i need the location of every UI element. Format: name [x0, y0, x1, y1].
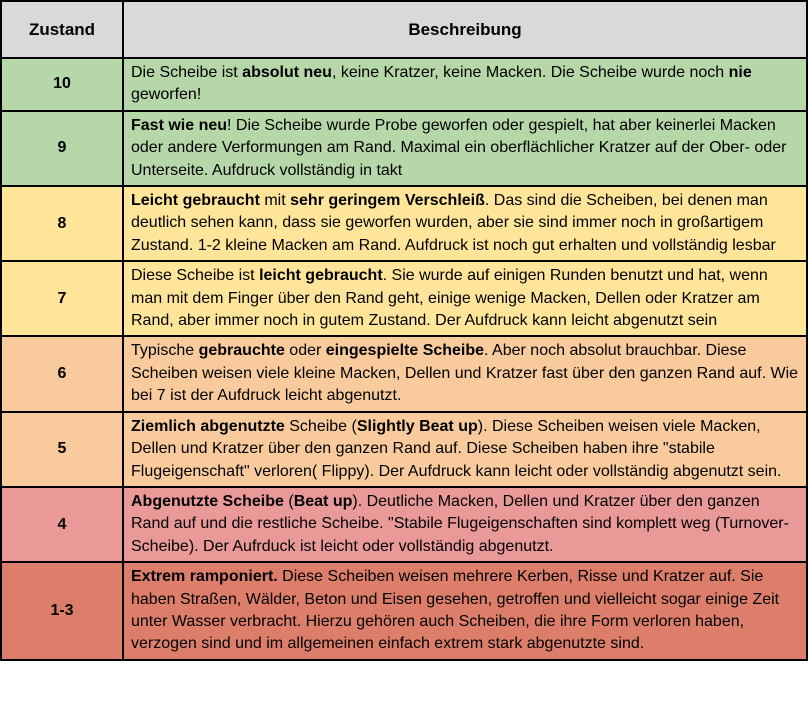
table-row [1, 58, 807, 111]
table-row [1, 261, 807, 336]
header-beschreibung: Beschreibung [123, 1, 807, 58]
table-row [1, 111, 807, 186]
beschreibung-cell: Abgenutzte Scheibe (Beat up). Deutliche Macken, Dellen und Kratzer über den ganzen Rand auf und die restliche Scheibe. "Stabile Flugeigenschaften sind komplett weg (Turnover-Scheibe). Der Aufrduck ist leicht oder vollständig abgenutzt. [123, 487, 807, 562]
header-row [1, 1, 807, 58]
zustand-cell: 4 [1, 487, 123, 562]
zustand-cell: 7 [1, 261, 123, 336]
beschreibung-cell: Die Scheibe ist absolut neu, keine Kratzer, keine Macken. Die Scheibe wurde noch nie geworfen! [123, 58, 807, 111]
table-body [1, 58, 807, 660]
zustand-cell: 5 [1, 412, 123, 487]
table-row [1, 487, 807, 562]
beschreibung-cell: Extrem ramponiert. Diese Scheiben weisen mehrere Kerben, Risse und Kratzer auf. Sie haben Straßen, Wälder, Beton und Eisen gesehen, getroffen und vielleicht sogar einige Zeit unter Wasser verbracht. Hierzu gehören auch Scheiben, die ihre Form verloren haben, verzogen sind und im allgemeinen einfach extrem stark abgenutzte sind. [123, 562, 807, 660]
beschreibung-cell: Diese Scheibe ist leicht gebraucht. Sie wurde auf einigen Runden benutzt und hat, wenn man mit dem Finger über den Rand geht, einige wenige Macken, Dellen oder Kratzer am Rand, aber immer noch in gutem Zustand. Der Aufdruck kann leicht abgenutzt sein [123, 261, 807, 336]
zustand-cell: 10 [1, 58, 123, 111]
zustand-cell: 6 [1, 336, 123, 411]
table-row [1, 412, 807, 487]
table-row [1, 562, 807, 660]
beschreibung-cell: Ziemlich abgenutzte Scheibe (Slightly Beat up). Diese Scheiben weisen viele Macken, Dellen und Kratzer über den ganzen Rand auf. Diese Scheiben haben ihre "stabile Flugeigenschaft" verloren( Flippy). Der Aufdruck kann leicht oder vollständig abgenutzt sein. [123, 412, 807, 487]
beschreibung-cell: Leicht gebraucht mit sehr geringem Verschleiß. Das sind die Scheiben, bei denen man deutlich sehen kann, dass sie geworfen wurden, aber sie sind immer noch in großartigem Zustand. 1-2 kleine Macken am Rand. Aufdruck ist noch gut erhalten und vollständig lesbar [123, 186, 807, 261]
zustand-cell: 8 [1, 186, 123, 261]
beschreibung-cell: Typische gebrauchte oder eingespielte Scheibe. Aber noch absolut brauchbar. Diese Scheiben weisen viele kleine Macken, Dellen und Kratzer fast über den ganzen Rand auf. Wie bei 7 ist der Aufdruck leicht abgenutzt. [123, 336, 807, 411]
table-row [1, 336, 807, 411]
header-zustand: Zustand [1, 1, 123, 58]
zustand-cell: 9 [1, 111, 123, 186]
zustand-cell: 1-3 [1, 562, 123, 660]
beschreibung-cell: Fast wie neu! Die Scheibe wurde Probe geworfen oder gespielt, hat aber keinerlei Macken oder andere Verformungen am Rand. Maximal ein oberflächlicher Kratzer auf der Ober- oder Unterseite. Aufdruck vollständig in takt [123, 111, 807, 186]
table-row [1, 186, 807, 261]
